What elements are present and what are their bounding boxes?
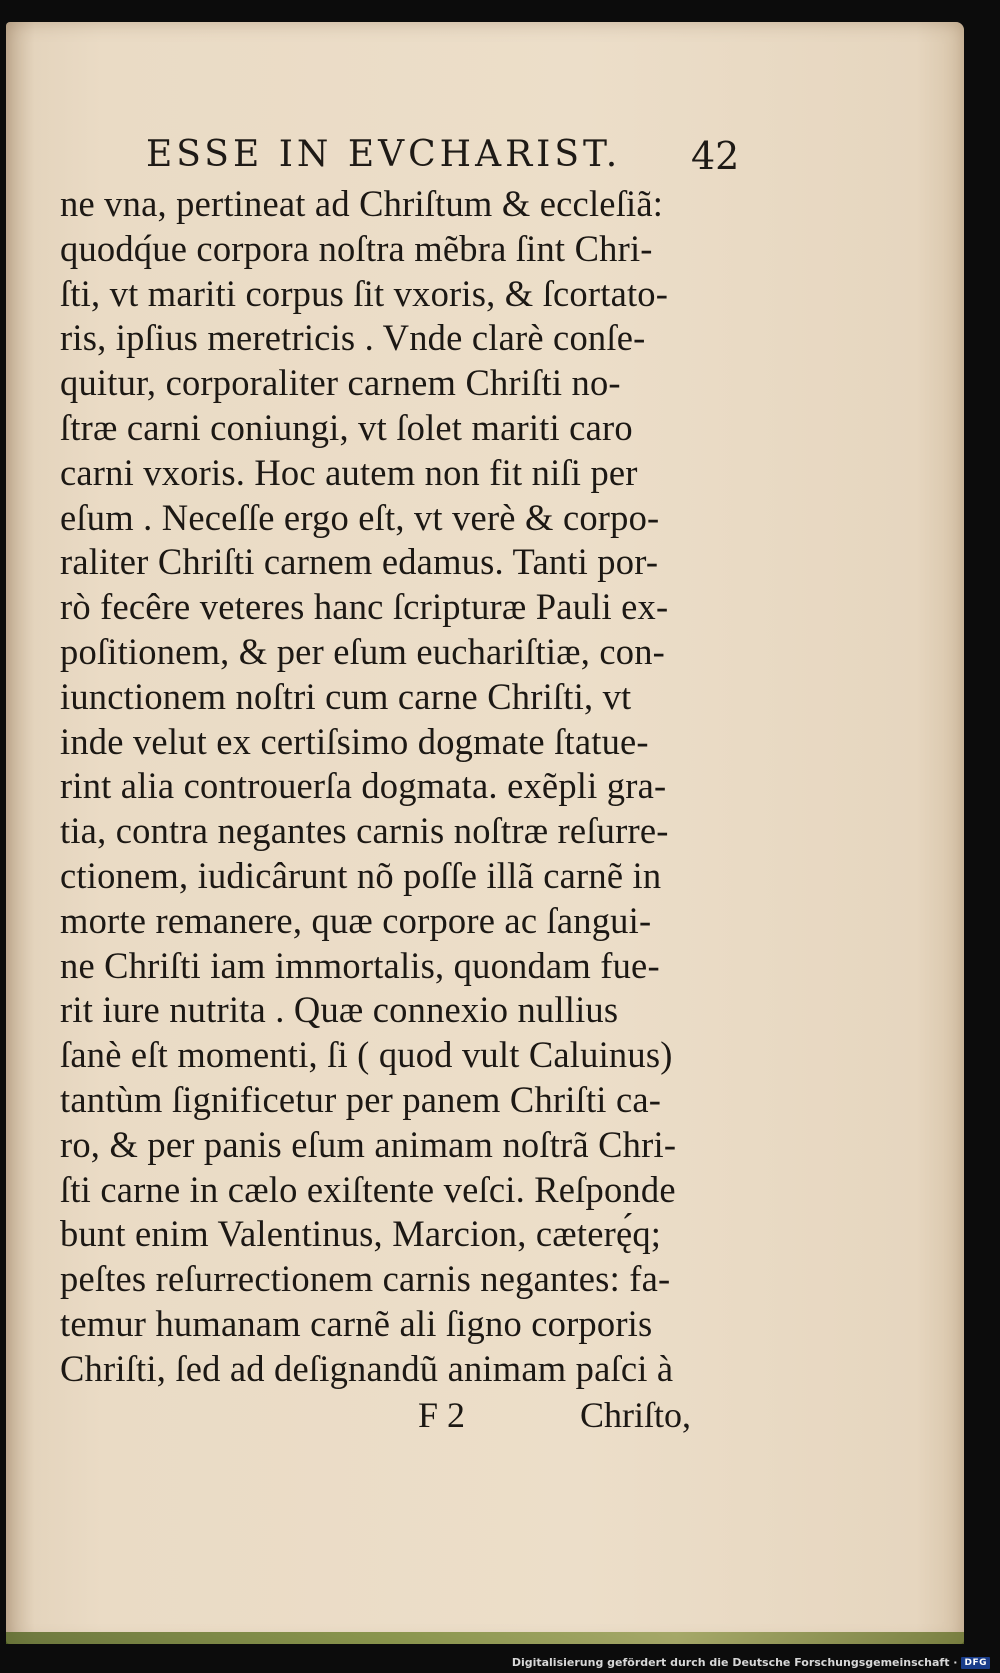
- text-line: rint alia controuerſa dogmata. exẽpli gra-: [60, 765, 667, 807]
- text-line: temur humanam carnẽ ali ſigno corporis: [60, 1302, 653, 1344]
- text-line: bunt enim Valentinus, Marcion, cæterę́q;: [60, 1213, 662, 1255]
- text-line: inde velut ex certiſsimo dogmate ſtatue-: [60, 720, 649, 762]
- text-line: ſanè eſt momenti, ſi ( quod vult Caluinus): [60, 1034, 673, 1076]
- text-line: quodq́ue corpora noſtra mẽbra ſint Chri-: [60, 227, 653, 269]
- text-line: rò fecêre veteres hanc ſcripturæ Pauli ex-: [60, 586, 669, 628]
- text-line: ro, & per panis eſum animam noſtrã Chri-: [60, 1123, 677, 1165]
- text-line: carni vxoris. Hoc autem non fit niſi per: [60, 451, 638, 493]
- text-line: Chriſti, ſed ad deſignandũ animam paſci à: [60, 1347, 674, 1389]
- text-line: peſtes reſurrectionem carnis negantes: fa-: [60, 1258, 671, 1300]
- text-line: ne vna, pertineat ad Chriſtum & eccleſiã:: [60, 183, 664, 224]
- text-line: iunctionem noſtri cum carne Chriſti, vt: [60, 675, 632, 717]
- text-line: ſtræ carni coniungi, vt ſolet mariti caro: [60, 406, 633, 448]
- text-line: eſum . Neceſſe ergo eſt, vt verè & corpo-: [60, 496, 660, 538]
- book-page: [6, 22, 964, 1644]
- running-head: ESSE IN EVCHARIST.: [146, 134, 622, 175]
- page-number: 42: [691, 134, 740, 178]
- text-line: ris, ipſius meretricis . Vnde clarè conſe-: [60, 317, 646, 359]
- text-line: raliter Chriſti carnem edamus. Tanti por-: [60, 541, 659, 583]
- dfg-logo-icon: DFG: [961, 1657, 990, 1669]
- signature-mark: F 2: [418, 1395, 466, 1435]
- body-text: [60, 182, 740, 1392]
- digitization-credit: [512, 1656, 990, 1669]
- text-line: tia, contra negantes carnis noſtræ reſurre-: [60, 810, 669, 852]
- text-line: ſti carne in cælo exiſtente veſci. Reſponde: [60, 1168, 676, 1210]
- catchword: Chriſto,: [580, 1395, 692, 1435]
- text-line: rit iure nutrita . Quæ connexio nullius: [60, 989, 619, 1031]
- text-line: ne Chriſti iam immortalis, quondam fue-: [60, 944, 660, 986]
- text-line: poſitionem, & per eſum euchariſtiæ, con-: [60, 630, 666, 672]
- credit-text: Digitalisierung gefördert durch die Deutsche Forschungsgemeinschaft ·: [511, 1656, 958, 1669]
- page-edge: [6, 1632, 964, 1644]
- text-line: morte remanere, quæ corpore ac ſangui-: [60, 899, 652, 941]
- text-line: ctionem, iudicârunt nõ poſſe illã carnẽ in: [60, 854, 662, 896]
- text-line: ſti, vt mariti corpus ſit vxoris, & ſcortato-: [60, 272, 669, 314]
- text-line: quitur, corporaliter carnem Chriſti no-: [60, 362, 621, 404]
- page-footer: [6, 1394, 964, 1438]
- text-line: tantùm ſignificetur per panem Chriſti ca-: [60, 1078, 662, 1120]
